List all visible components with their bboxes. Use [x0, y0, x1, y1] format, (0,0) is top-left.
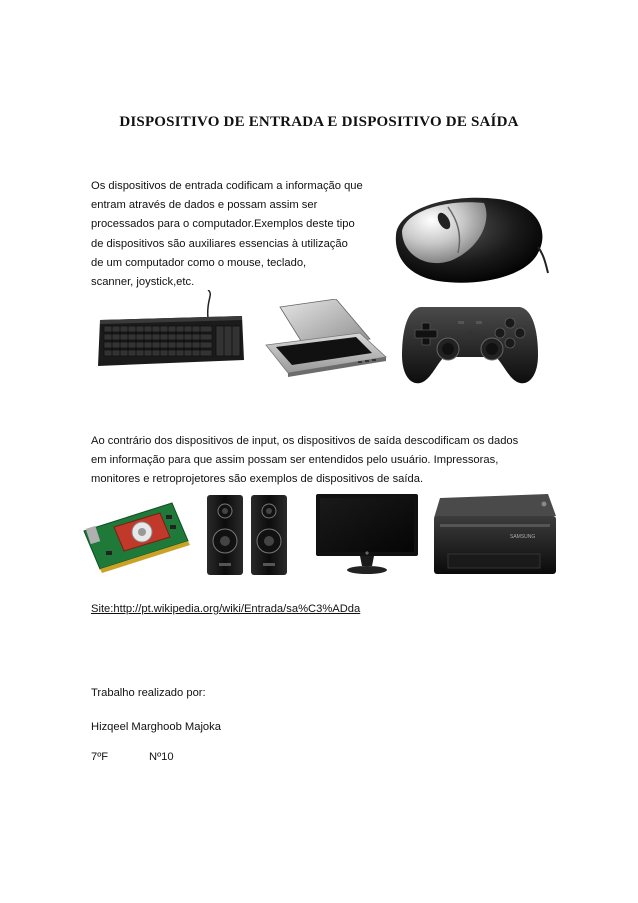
scanner-image: [262, 299, 390, 377]
author-name: Hizqeel Marghoob Majoka: [91, 721, 221, 733]
output-devices-paragraph: [91, 432, 518, 490]
gamepad-image: [400, 299, 540, 385]
keyboard-image: [96, 290, 246, 372]
paragraph-line: de um computador como o mouse, teclado,: [91, 256, 307, 269]
printer-brand-text: SAMSUNG: [510, 534, 536, 540]
paragraph-line: monitores e retroprojetores são exemplos de dispositivos de saída.: [91, 473, 424, 486]
credits-label: Trabalho realizado por:: [91, 687, 206, 699]
speakers-image: [205, 493, 289, 577]
paragraph-line: entram através de dados e possam assim ser: [91, 199, 318, 212]
paragraph-line: em informação para que assim possam ser entendidos pelo usuário. Impressoras,: [91, 454, 499, 467]
monitor-image: [314, 492, 420, 576]
paragraph-line: Os dispositivos de entrada codificam a informação que: [91, 180, 363, 192]
printer-image: [430, 492, 558, 578]
graphics-card-image: [80, 497, 192, 573]
paragraph-line: de dispositivos são auxiliares essencias à utilização: [91, 237, 348, 250]
page-title: DISPOSITIVO DE ENTRADA E DISPOSITIVO DE SAÍDA: [119, 114, 519, 130]
student-class: 7ºF: [91, 751, 109, 763]
source-link[interactable]: Site:http://pt.wikipedia.org/wiki/Entrada/sa%C3%ADda: [91, 603, 361, 615]
student-number: Nº10: [149, 751, 174, 763]
paragraph-line: scanner, joystick,etc.: [91, 276, 195, 289]
input-devices-paragraph: [91, 177, 363, 292]
paragraph-line: processados para o computador.Exemplos deste tipo: [91, 218, 355, 231]
mouse-image: [388, 191, 550, 289]
paragraph-line: Ao contrário dos dispositivos de input, os dispositivos de saída descodificam os dados: [91, 435, 519, 447]
